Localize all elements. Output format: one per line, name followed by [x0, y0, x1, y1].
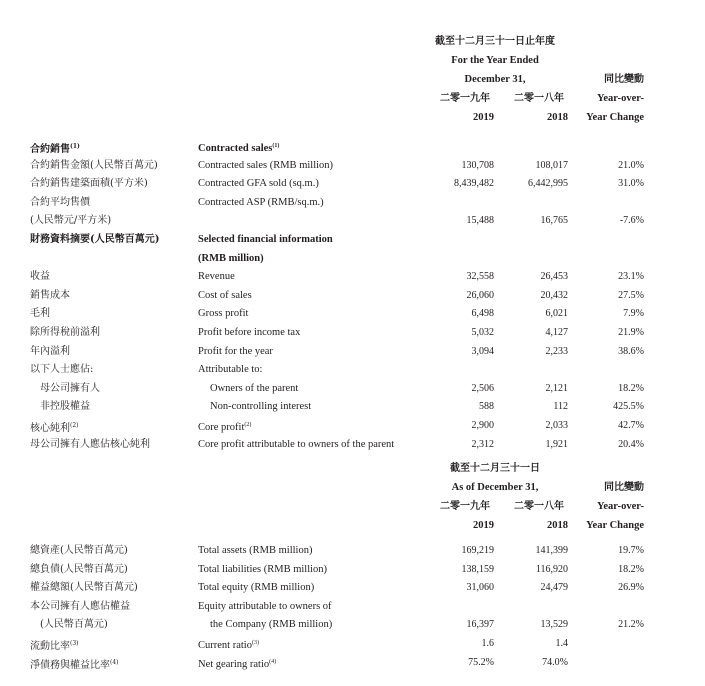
summary-row-label-zh: 合約銷售金額(人民幣百萬元) — [30, 159, 158, 171]
summary-row-value-2019: 588 — [479, 401, 494, 413]
balance-row-value-2018: 24,479 — [540, 582, 568, 594]
footnote-marker: (4) — [110, 658, 119, 666]
header2-col2-year: 2018 — [547, 520, 568, 531]
summary-row-value-change: 31.0% — [618, 178, 644, 190]
summary-row-label-zh: 毛利 — [30, 308, 50, 320]
balance-row-label-en: Current ratio$^{(3)}$ — [198, 640, 259, 651]
balance-row-label-en: Total equity (RMB million) — [198, 582, 315, 594]
summary-row-value-2019: 26,060 — [466, 289, 494, 301]
summary-row-value-change: 21.0% — [618, 159, 644, 171]
balance-row-value-2018: 116,920 — [535, 563, 568, 575]
summary-row-label-zh: 收益 — [30, 271, 50, 283]
balance-row-value-2019: 138,159 — [461, 563, 494, 575]
summary-row-value-change: 425.5% — [613, 401, 644, 413]
header2-change-en-2: Year Change — [586, 520, 644, 531]
summary-row-label-en: Contracted GFA sold (sq.m.) — [198, 178, 319, 190]
summary-row-value-2019: 2,312 — [471, 438, 494, 450]
summary-row-value-2019: 32,558 — [466, 271, 494, 283]
summary-row-value-2019: 2,900 — [471, 420, 494, 431]
summary-row-value-change: 18.2% — [618, 382, 644, 394]
summary-row-label-en: Contracted ASP (RMB/sq.m.) — [198, 196, 324, 208]
balance-row-value-2019: 169,219 — [461, 545, 494, 556]
summary-row-value-2018: 2,233 — [545, 345, 568, 357]
summary-row-value-2018: 16,765 — [540, 215, 568, 227]
summary-row-value-change: 23.1% — [618, 271, 644, 283]
summary-row-value-2018: 112 — [553, 401, 568, 413]
summary-row-value-2018: 1,921 — [545, 438, 568, 450]
balance-row-value-2018: 141,399 — [535, 545, 568, 556]
summary-row-label-en: Profit for the year — [198, 345, 273, 357]
balance-row-label-zh: 淨債務與權益比率$^{(4)}$ — [30, 658, 119, 671]
header-period-zh: 截至十二月三十一日止年度 — [435, 36, 555, 47]
summary-row-value-2019: 130,708 — [461, 159, 494, 171]
balance-row-value-2018: 1.4 — [555, 638, 568, 649]
balance-row-label-zh: 權益總額(人民幣百萬元) — [30, 582, 138, 594]
footnote-marker: (1) — [70, 143, 80, 150]
summary-row-label-zh: 非控股權益 — [40, 401, 90, 413]
footnote-marker: (3) — [251, 640, 259, 646]
summary-row-label-zh: 合約銷售建築面積(平方米) — [30, 178, 148, 190]
summary-row-value-change: 42.7% — [618, 420, 644, 431]
summary-row-label-en: Attributable to: — [198, 364, 263, 376]
balance-row-label-en: Total liabilities (RMB million) — [198, 563, 328, 575]
summary-row-value-2018: 26,453 — [540, 271, 568, 283]
summary-row-label-en: Revenue — [198, 271, 235, 283]
summary-row-label-zh: 合約銷售$^{(1)}$ — [30, 143, 80, 155]
summary-row-value-2019: 6,498 — [471, 308, 494, 320]
header-change-zh: 同比變動 — [604, 74, 644, 85]
summary-row-value-change: 7.9% — [623, 308, 644, 320]
summary-row-label-zh: 銷售成本 — [30, 289, 70, 301]
balance-row-label-en: the Company (RMB million) — [210, 619, 333, 631]
balance-row-value-change: 19.7% — [618, 545, 644, 556]
summary-row-label-en: Cost of sales — [198, 289, 252, 301]
summary-row-label-en: (RMB million) — [198, 252, 264, 264]
summary-row-label-en: Selected financial information — [198, 234, 333, 245]
summary-row-value-2018: 20,432 — [540, 289, 568, 301]
summary-row-label-en: Non-controlling interest — [210, 401, 312, 413]
footnote-marker: (1) — [272, 143, 280, 149]
summary-row-value-2018: 6,021 — [545, 308, 568, 320]
header2-period-zh: 截至十二月三十一日 — [450, 463, 540, 474]
footnote-marker: (2) — [70, 422, 79, 429]
summary-row-label-zh: 合約平均售價 — [30, 196, 90, 208]
balance-row-label-zh: 本公司擁有人應佔權益 — [30, 600, 130, 612]
summary-row-label-en: Core profit attributable to owners of the parent — [198, 438, 395, 450]
footnote-marker: (3) — [70, 640, 79, 647]
balance-row-label-zh: 總負債(人民幣百萬元) — [30, 563, 128, 575]
balance-row-label-zh: 總資產(人民幣百萬元) — [30, 545, 128, 556]
summary-row-value-change: 20.4% — [618, 438, 644, 450]
summary-row-value-2019: 15,488 — [466, 215, 494, 227]
header-col1-year: 2019 — [473, 112, 494, 123]
summary-row-label-zh: 母公司擁有人應佔核心純利 — [30, 438, 150, 450]
balance-row-value-2019: 75.2% — [468, 656, 494, 668]
header-period-en-1: For the Year Ended — [451, 55, 539, 66]
summary-row-label-zh: 核心純利$^{(2)}$ — [30, 422, 79, 434]
summary-row-value-2018: 6,442,995 — [528, 178, 568, 190]
header2-col2-zh: 二零一八年 — [514, 501, 564, 512]
summary-row-value-change: -7.6% — [619, 215, 644, 227]
summary-row-label-zh: (人民幣元/平方米) — [30, 215, 112, 227]
header2-period-en: As of December 31, — [451, 482, 539, 493]
header2-change-zh: 同比變動 — [604, 482, 644, 493]
footnote-marker: (2) — [244, 422, 252, 428]
summary-row-label-en: Contracted sales$^{(1)}$ — [198, 143, 280, 154]
summary-row-value-2018: 4,127 — [545, 327, 568, 338]
header-change-en-1: Year-over- — [596, 93, 644, 104]
balance-row-label-en: Total assets (RMB million) — [198, 545, 313, 556]
summary-row-value-2019: 5,032 — [471, 327, 494, 338]
footnote-marker: (4) — [269, 658, 277, 665]
summary-row-value-2019: 3,094 — [471, 345, 494, 357]
summary-row-value-2018: 2,033 — [545, 420, 568, 431]
header-col1-zh: 二零一九年 — [440, 93, 490, 104]
summary-row-label-zh: 財務資料摘要(人民幣百萬元) — [30, 234, 160, 245]
header2-col1-zh: 二零一九年 — [440, 501, 490, 512]
balance-row-value-2018: 13,529 — [540, 619, 568, 631]
summary-row-label-en: Core profit$^{(2)}$ — [198, 422, 252, 433]
summary-row-value-change: 38.6% — [618, 345, 644, 357]
balance-row-value-2019: 1.6 — [481, 638, 494, 649]
balance-row-value-change: 21.2% — [618, 619, 644, 631]
summary-row-value-change: 27.5% — [618, 289, 644, 301]
header2-col1-year: 2019 — [473, 520, 494, 531]
summary-row-value-2019: 2,506 — [471, 382, 494, 394]
header-col2-year: 2018 — [547, 112, 568, 123]
summary-row-label-zh: 除所得稅前溢利 — [30, 327, 100, 338]
header2-change-en-1: Year-over- — [596, 501, 644, 512]
summary-row-label-en: Contracted sales (RMB million) — [198, 159, 334, 171]
balance-row-value-2019: 31,060 — [466, 582, 494, 594]
header-change-en-2: Year Change — [586, 112, 644, 123]
header-col2-zh: 二零一八年 — [514, 93, 564, 104]
summary-row-label-zh: 以下人士應佔: — [30, 364, 94, 376]
summary-row-label-en: Profit before income tax — [198, 327, 301, 338]
balance-row-label-en: Equity attributable to owners of — [198, 600, 332, 612]
balance-row-label-zh: 流動比率$^{(3)}$ — [30, 640, 79, 652]
balance-row-label-zh: (人民幣百萬元) — [40, 619, 108, 631]
balance-row-value-2018: 74.0% — [542, 656, 568, 668]
summary-row-value-2018: 108,017 — [535, 159, 568, 171]
balance-row-value-2019: 16,397 — [466, 619, 494, 631]
summary-row-label-zh: 母公司擁有人 — [40, 382, 100, 394]
balance-row-value-change: 18.2% — [618, 563, 644, 575]
summary-row-label-en: Gross profit — [198, 308, 249, 320]
header-period-en-2: December 31, — [464, 74, 526, 85]
summary-row-value-change: 21.9% — [618, 327, 644, 338]
summary-row-value-2019: 8,439,482 — [454, 178, 494, 190]
balance-row-value-change: 26.9% — [618, 582, 644, 594]
balance-row-label-en: Net gearing ratio$^{(4)}$ — [198, 658, 277, 670]
summary-row-value-2018: 2,121 — [545, 382, 568, 394]
summary-row-label-zh: 年內溢利 — [30, 345, 70, 357]
summary-row-label-en: Owners of the parent — [210, 382, 299, 394]
